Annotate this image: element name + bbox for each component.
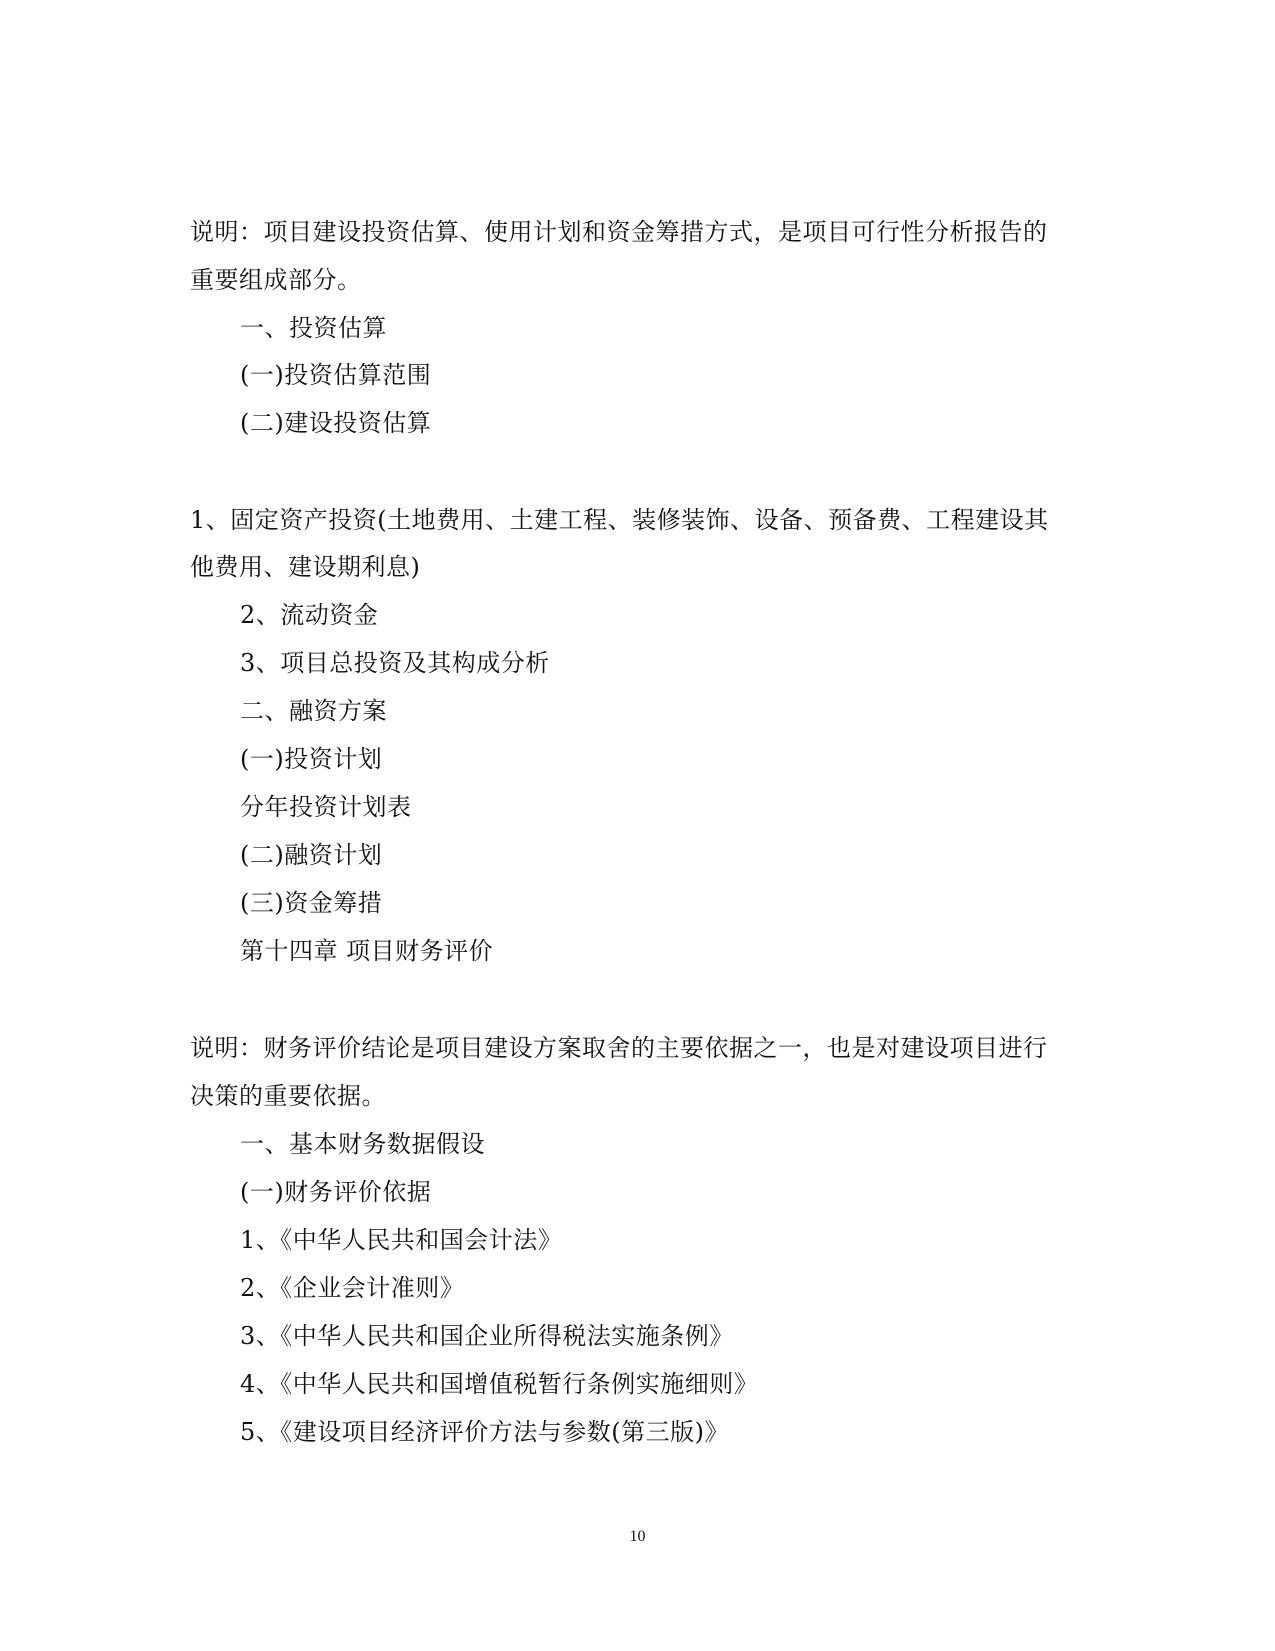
paragraph-line: 他费用、建设期利息) [190, 553, 421, 581]
paragraph-line: 说明：财务评价结论是项目建设方案取舍的主要依据之一，也是对建设项目进行 [190, 1034, 1048, 1062]
subsection-heading: (三)资金筹措 [240, 889, 383, 917]
table-caption: 分年投资计划表 [240, 793, 412, 821]
list-item: 2、《企业会计准则》 [240, 1274, 465, 1302]
subsection-heading: (一)财务评价依据 [240, 1178, 432, 1206]
paragraph-line: 说明：项目建设投资估算、使用计划和资金筹措方式，是项目可行性分析报告的 [190, 218, 1048, 246]
subsection-heading: (一)投资计划 [240, 745, 383, 773]
chapter-heading: 第十四章 项目财务评价 [240, 937, 494, 965]
list-item: 1、《中华人民共和国会计法》 [240, 1226, 563, 1254]
section-heading: 二、融资方案 [240, 697, 387, 725]
paragraph-line: 1、固定资产投资(土地费用、土建工程、装修装饰、设备、预备费、工程建设其 [190, 506, 1049, 534]
subsection-heading: (一)投资估算范围 [240, 361, 432, 389]
paragraph-line: 重要组成部分。 [190, 266, 362, 294]
list-item: 3、项目总投资及其构成分析 [240, 649, 550, 677]
section-heading: 一、基本财务数据假设 [240, 1130, 485, 1158]
list-item: 4、《中华人民共和国增值税暂行条例实施细则》 [240, 1370, 759, 1398]
paragraph-line: 决策的重要依据。 [190, 1082, 386, 1110]
list-item: 2、流动资金 [240, 601, 379, 629]
section-heading: 一、投资估算 [240, 314, 387, 342]
page-number: 10 [629, 1528, 646, 1545]
list-item: 5、《建设项目经济评价方法与参数(第三版)》 [240, 1418, 729, 1446]
subsection-heading: (二)融资计划 [240, 841, 383, 869]
list-item: 3、《中华人民共和国企业所得税法实施条例》 [240, 1322, 734, 1350]
subsection-heading: (二)建设投资估算 [240, 409, 432, 437]
